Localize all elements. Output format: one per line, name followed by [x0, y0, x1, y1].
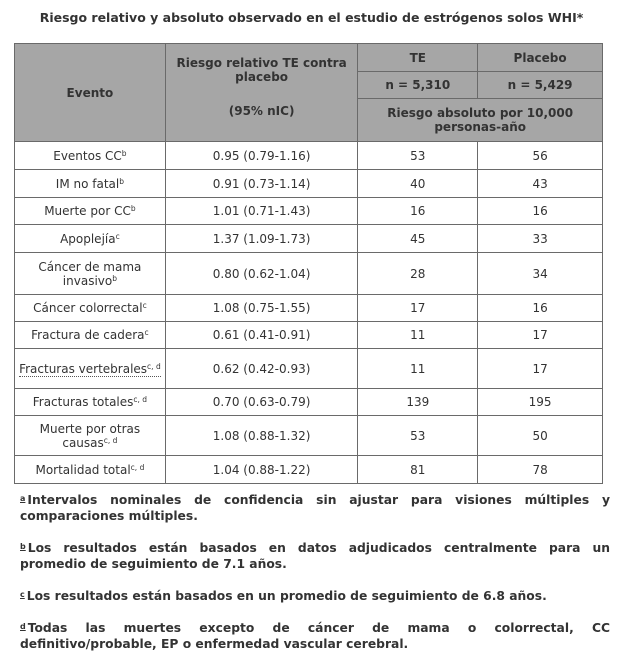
cell-relative-risk: 1.01 (0.71-1.43) [165, 198, 358, 225]
cell-event [15, 456, 166, 484]
header-rr-label: Riesgo relativo TE contra placebo [176, 55, 347, 84]
cell-event [15, 322, 166, 349]
cell-te: 16 [358, 198, 478, 225]
cell-relative-risk: 0.95 (0.79-1.16) [165, 142, 358, 170]
event-label: Eventos CC [53, 148, 122, 163]
event-footnote-ref: b [119, 176, 124, 186]
event-label: Mortalidad total [35, 462, 131, 477]
event-footnote-ref: b [130, 204, 136, 213]
cell-placebo: 43 [478, 170, 603, 198]
risk-table [14, 43, 603, 484]
footnote-marker: b [20, 542, 26, 551]
footnote-text: Los resultados están basados en datos adjudicados centralmente para un promedio de seguimiento de 7.1 años. [20, 541, 610, 571]
header-ci-label: (95% nIC) [228, 103, 295, 118]
cell-placebo: 50 [478, 416, 603, 456]
cell-te: 81 [358, 456, 478, 484]
table-row [15, 322, 603, 349]
table-row [15, 295, 603, 322]
cell-placebo: 17 [478, 322, 603, 349]
cell-event [15, 198, 166, 225]
cell-te: 40 [358, 170, 478, 198]
header-absolute-risk [358, 99, 603, 142]
event-footnote-ref: c, d [147, 361, 161, 371]
cell-placebo: 56 [478, 142, 603, 170]
header-te: TE [358, 44, 478, 72]
cell-event [15, 225, 166, 253]
footnote [20, 492, 610, 524]
event-footnote-ref: c, d [133, 395, 148, 404]
cell-te: 28 [358, 253, 478, 295]
table-row [15, 253, 603, 295]
event-label: Fractura de cadera [31, 328, 145, 342]
cell-placebo: 78 [478, 456, 603, 484]
table-row [15, 416, 603, 456]
footnote-text: Intervalos nominales de confidencia sin ajustar para visiones múltiples y comparaciones múltiples. [20, 493, 610, 523]
cell-te: 11 [358, 322, 478, 349]
cell-relative-risk: 0.62 (0.42-0.93) [165, 349, 358, 389]
footnote [20, 620, 610, 652]
cell-placebo: 33 [478, 225, 603, 253]
table-body [15, 142, 603, 484]
table-row [15, 142, 603, 170]
footnote-marker: c [20, 590, 25, 599]
header-n-te: n = 5,310 [358, 72, 478, 99]
cell-te: 53 [358, 142, 478, 170]
table-row [15, 225, 603, 253]
cell-event [15, 389, 166, 416]
cell-event [15, 253, 166, 295]
header-evento: Evento [15, 44, 166, 142]
event-footnote-ref: c, d [103, 435, 118, 445]
cell-event [15, 295, 166, 322]
cell-te: 139 [358, 389, 478, 416]
cell-placebo: 16 [478, 295, 603, 322]
table-row [15, 349, 603, 389]
header-absolute-label: Riesgo absoluto por 10,000 personas-año [387, 106, 574, 134]
cell-te: 17 [358, 295, 478, 322]
cell-relative-risk: 0.70 (0.63-0.79) [165, 389, 358, 416]
footnote-text: Todas las muertes excepto de cáncer de mama o colorrectal, CC definitivo/probable, EP o enfermedad vascular cerebral. [20, 621, 610, 651]
event-footnote-ref: c [144, 328, 149, 337]
event-label: Cáncer de mama invasivo [38, 259, 142, 288]
footnote-marker: d [20, 622, 26, 631]
cell-relative-risk: 1.04 (0.88-1.22) [165, 456, 358, 484]
table-header [15, 44, 603, 142]
table-row [15, 389, 603, 416]
cell-te: 45 [358, 225, 478, 253]
event-label: Cáncer colorrectal [33, 301, 143, 315]
footnote [20, 588, 610, 604]
table-row [15, 456, 603, 484]
cell-relative-risk: 1.37 (1.09-1.73) [165, 225, 358, 253]
cell-placebo: 34 [478, 253, 603, 295]
cell-relative-risk: 1.08 (0.75-1.55) [165, 295, 358, 322]
event-footnote-ref: b [112, 273, 117, 283]
cell-placebo: 195 [478, 389, 603, 416]
cell-event [15, 142, 166, 170]
event-label: Fracturas totales [32, 395, 134, 409]
cell-event [15, 416, 166, 456]
event-label: Apoplejía [60, 231, 116, 246]
event-footnote-ref: c, d [130, 462, 145, 472]
cell-relative-risk: 0.61 (0.41-0.91) [165, 322, 358, 349]
cell-relative-risk: 1.08 (0.88-1.32) [165, 416, 358, 456]
event-label: IM no fatal [55, 176, 120, 191]
footnote-marker: a [20, 494, 26, 503]
cell-relative-risk: 0.91 (0.73-1.14) [165, 170, 358, 198]
table-row [15, 198, 603, 225]
footnote-text: Los resultados están basados en un promedio de seguimiento de 6.8 años. [26, 589, 547, 603]
cell-event [15, 170, 166, 198]
cell-placebo: 16 [478, 198, 603, 225]
footnotes [20, 492, 610, 668]
event-label: Muerte por otras causas [39, 421, 141, 450]
event-label: Fracturas vertebrales [19, 361, 148, 376]
header-relative-risk [165, 44, 358, 142]
cell-te: 11 [358, 349, 478, 389]
footnote [20, 540, 610, 572]
cell-placebo: 17 [478, 349, 603, 389]
cell-relative-risk: 0.80 (0.62-1.04) [165, 253, 358, 295]
event-label: Muerte por CC [44, 204, 131, 218]
header-placebo: Placebo [478, 44, 603, 72]
header-n-placebo: n = 5,429 [478, 72, 603, 99]
event-footnote-ref: b [121, 148, 127, 158]
event-footnote-ref: c [142, 301, 147, 310]
table-row [15, 170, 603, 198]
page-title: Riesgo relativo y absoluto observado en el estudio de estrógenos solos WHI* [39, 10, 584, 25]
cell-event [15, 349, 166, 389]
event-footnote-ref: c [115, 231, 120, 241]
cell-te: 53 [358, 416, 478, 456]
